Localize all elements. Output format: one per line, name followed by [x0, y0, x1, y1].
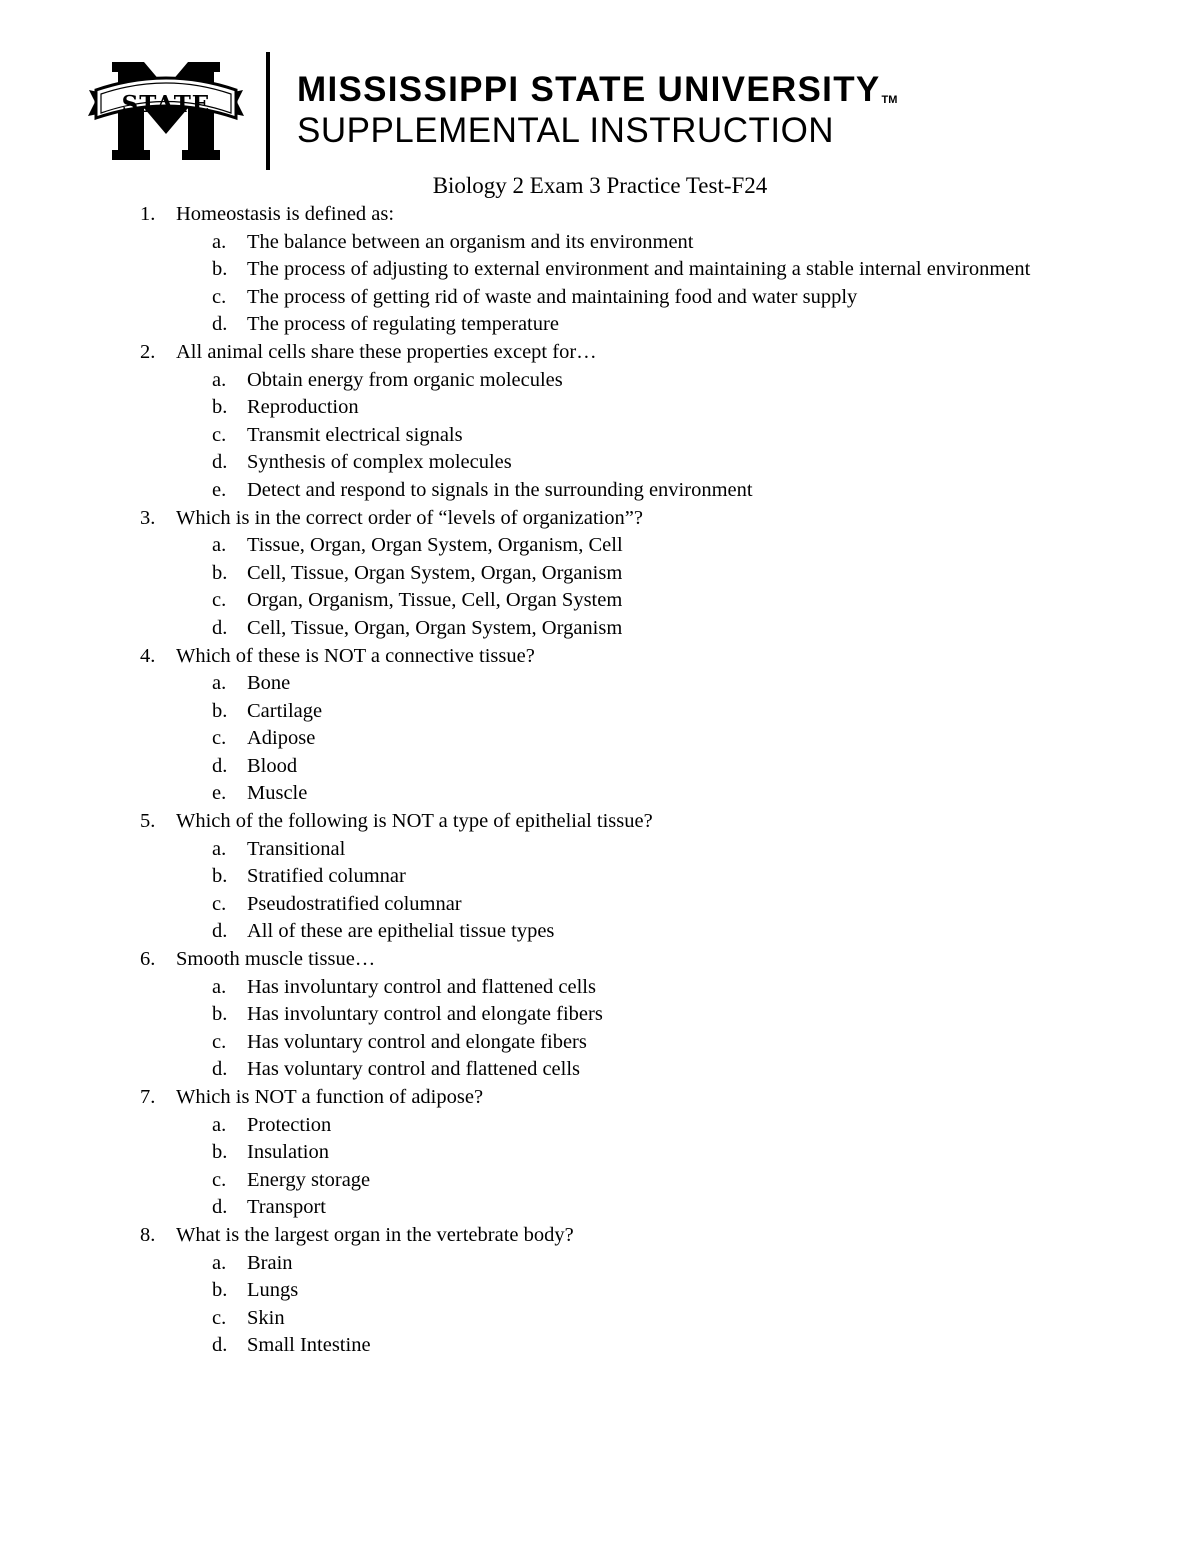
question-text: Which is NOT a function of adipose?	[176, 1086, 484, 1108]
answer-option-text: Insulation	[247, 1141, 329, 1164]
answer-option-text: All of these are epithelial tissue types	[247, 920, 555, 943]
answer-option-letter: b.	[212, 561, 228, 584]
question-number: 3.	[140, 506, 156, 529]
answer-option	[176, 1139, 1090, 1167]
msu-m-state-logo	[86, 62, 246, 160]
answer-option-text: Has voluntary control and elongate fibers	[247, 1030, 587, 1053]
answer-option	[176, 1112, 1090, 1140]
answer-option-text: Has voluntary control and flattened cells	[247, 1058, 581, 1081]
answer-option-letter: b.	[212, 865, 228, 888]
question-item	[0, 1222, 1200, 1360]
answer-option-letter: d.	[212, 451, 228, 474]
question-number: 6.	[140, 948, 156, 971]
answer-option	[176, 1029, 1090, 1057]
answer-option-text: Has involuntary control and flattened cells	[247, 975, 596, 998]
program-name: SUPPLEMENTAL INSTRUCTION	[297, 111, 835, 150]
logo-badge-text: STATE	[121, 91, 211, 118]
answer-option	[176, 863, 1090, 891]
answer-option-list	[176, 1112, 1090, 1222]
trademark-mark: TM	[881, 94, 898, 106]
answer-option	[176, 1332, 1090, 1360]
answer-option-letter: c.	[212, 589, 227, 612]
answer-option-text: Reproduction	[247, 396, 359, 419]
header-divider	[266, 52, 270, 170]
answer-option-letter: a.	[212, 534, 227, 557]
answer-option-letter: c.	[212, 423, 227, 446]
question-item	[0, 808, 1200, 946]
answer-option-text: Cartilage	[247, 699, 323, 722]
answer-option-list	[176, 1250, 1090, 1360]
answer-option-letter: b.	[212, 258, 228, 281]
question-item	[0, 201, 1200, 339]
answer-option-letter: a.	[212, 672, 227, 695]
answer-option	[176, 449, 1090, 477]
answer-option-text: Stratified columnar	[247, 865, 406, 888]
answer-option-text: Muscle	[247, 782, 308, 805]
answer-option-letter: c.	[212, 1306, 227, 1329]
answer-option-text: The process of getting rid of waste and maintaining food and water supply	[247, 285, 858, 308]
answer-option-letter: a.	[212, 368, 227, 391]
answer-option-text: The process of regulating temperature	[247, 313, 559, 336]
answer-option-list	[176, 836, 1090, 946]
answer-option-text: Brain	[247, 1251, 293, 1274]
question-number: 2.	[140, 340, 156, 363]
answer-option-text: Transitional	[247, 837, 346, 860]
answer-option-letter: e.	[212, 478, 227, 501]
answer-option	[176, 1277, 1090, 1305]
university-name-text: MISSISSIPPI STATE UNIVERSITY	[297, 70, 881, 109]
answer-option	[176, 587, 1090, 615]
answer-option	[176, 1056, 1090, 1084]
question-number: 8.	[140, 1223, 156, 1246]
question-text: Homeostasis is defined as:	[176, 203, 395, 225]
question-text: Smooth muscle tissue…	[176, 948, 376, 971]
answer-option-text: Bone	[247, 672, 291, 695]
question-text: What is the largest organ in the vertebrate body?	[176, 1223, 574, 1246]
answer-option	[176, 780, 1090, 808]
page-header	[0, 0, 1200, 175]
answer-option-text: Skin	[247, 1306, 285, 1329]
answer-option-text: Lungs	[247, 1279, 299, 1302]
answer-option	[176, 256, 1090, 284]
answer-option	[176, 422, 1090, 450]
answer-option	[176, 229, 1090, 257]
answer-option	[176, 367, 1090, 395]
answer-option-list	[176, 670, 1090, 808]
answer-option-letter: a.	[212, 1251, 227, 1274]
answer-option-text: Organ, Organism, Tissue, Cell, Organ System	[247, 589, 623, 612]
question-number: 4.	[140, 644, 156, 667]
answer-option-text: Obtain energy from organic molecules	[247, 368, 563, 391]
document-title: Biology 2 Exam 3 Practice Test-F24	[432, 173, 768, 198]
answer-option	[176, 1194, 1090, 1222]
answer-option-letter: c.	[212, 285, 227, 308]
answer-option-list	[176, 532, 1090, 642]
answer-option	[176, 753, 1090, 781]
answer-option	[176, 394, 1090, 422]
answer-option	[176, 1001, 1090, 1029]
answer-option-text: Has involuntary control and elongate fibers	[247, 1003, 603, 1026]
question-number: 5.	[140, 810, 156, 833]
question-text: Which of the following is NOT a type of epithelial tissue?	[176, 810, 653, 833]
answer-option-text: Transport	[247, 1196, 326, 1219]
answer-option	[176, 891, 1090, 919]
answer-option	[176, 1250, 1090, 1278]
question-item	[0, 505, 1200, 643]
answer-option-letter: b.	[212, 396, 228, 419]
answer-option-text: Small Intestine	[247, 1334, 371, 1357]
answer-option	[176, 1305, 1090, 1333]
question-item	[0, 1084, 1200, 1222]
answer-option-list	[176, 229, 1090, 339]
answer-option	[176, 698, 1090, 726]
answer-option-text: Detect and respond to signals in the surrounding environment	[247, 478, 753, 501]
answer-option-text: The balance between an organism and its environment	[247, 230, 694, 253]
answer-option-letter: d.	[212, 616, 228, 639]
answer-option-letter: d.	[212, 1334, 228, 1357]
answer-option-letter: b.	[212, 1003, 228, 1026]
answer-option-text: Transmit electrical signals	[247, 423, 463, 446]
answer-option	[176, 477, 1090, 505]
question-item	[0, 946, 1200, 1084]
answer-option-letter: d.	[212, 920, 228, 943]
answer-option-letter: e.	[212, 782, 227, 805]
question-number: 1.	[140, 203, 156, 225]
question-item	[0, 339, 1200, 505]
answer-option-text: The process of adjusting to external environment and maintaining a stable internal environment	[247, 258, 1031, 281]
question-list	[0, 201, 1200, 1360]
answer-option	[176, 615, 1090, 643]
answer-option-letter: c.	[212, 1030, 227, 1053]
answer-option-text: Energy storage	[247, 1168, 371, 1191]
answer-option-text: Cell, Tissue, Organ, Organ System, Organism	[247, 616, 623, 639]
answer-option-text: Protection	[247, 1113, 332, 1136]
question-text: All animal cells share these properties except for…	[176, 340, 597, 363]
answer-option-text: Tissue, Organ, Organ System, Organism, Cell	[247, 534, 623, 557]
question-item	[0, 643, 1200, 809]
answer-option-text: Cell, Tissue, Organ System, Organ, Organism	[247, 561, 623, 584]
answer-option	[176, 918, 1090, 946]
answer-option	[176, 725, 1090, 753]
answer-option	[176, 560, 1090, 588]
answer-option	[176, 1167, 1090, 1195]
answer-option-letter: c.	[212, 727, 227, 750]
answer-option-letter: a.	[212, 975, 227, 998]
answer-option	[176, 284, 1090, 312]
answer-option-letter: d.	[212, 313, 228, 336]
answer-option-letter: c.	[212, 1168, 227, 1191]
answer-option-text: Pseudostratified columnar	[247, 892, 462, 915]
answer-option-letter: a.	[212, 230, 227, 253]
answer-option-text: Blood	[247, 754, 298, 777]
answer-option-letter: b.	[212, 699, 228, 722]
question-text: Which is in the correct order of “levels of organization”?	[176, 506, 643, 529]
answer-option	[176, 974, 1090, 1002]
question-number: 7.	[140, 1086, 156, 1108]
answer-option	[176, 670, 1090, 698]
answer-option	[176, 311, 1090, 339]
answer-option-letter: d.	[212, 754, 228, 777]
answer-option-letter: c.	[212, 892, 227, 915]
answer-option-text: Synthesis of complex molecules	[247, 451, 512, 474]
answer-option-text: Adipose	[247, 727, 316, 750]
question-text: Which of these is NOT a connective tissue?	[176, 644, 535, 667]
answer-option-letter: b.	[212, 1279, 228, 1302]
answer-option-letter: d.	[212, 1196, 228, 1219]
answer-option	[176, 532, 1090, 560]
answer-option	[176, 836, 1090, 864]
answer-option-letter: d.	[212, 1058, 228, 1081]
answer-option-letter: a.	[212, 1113, 227, 1136]
answer-option-list	[176, 974, 1090, 1084]
answer-option-letter: b.	[212, 1141, 228, 1164]
answer-option-list	[176, 367, 1090, 505]
answer-option-letter: a.	[212, 837, 227, 860]
